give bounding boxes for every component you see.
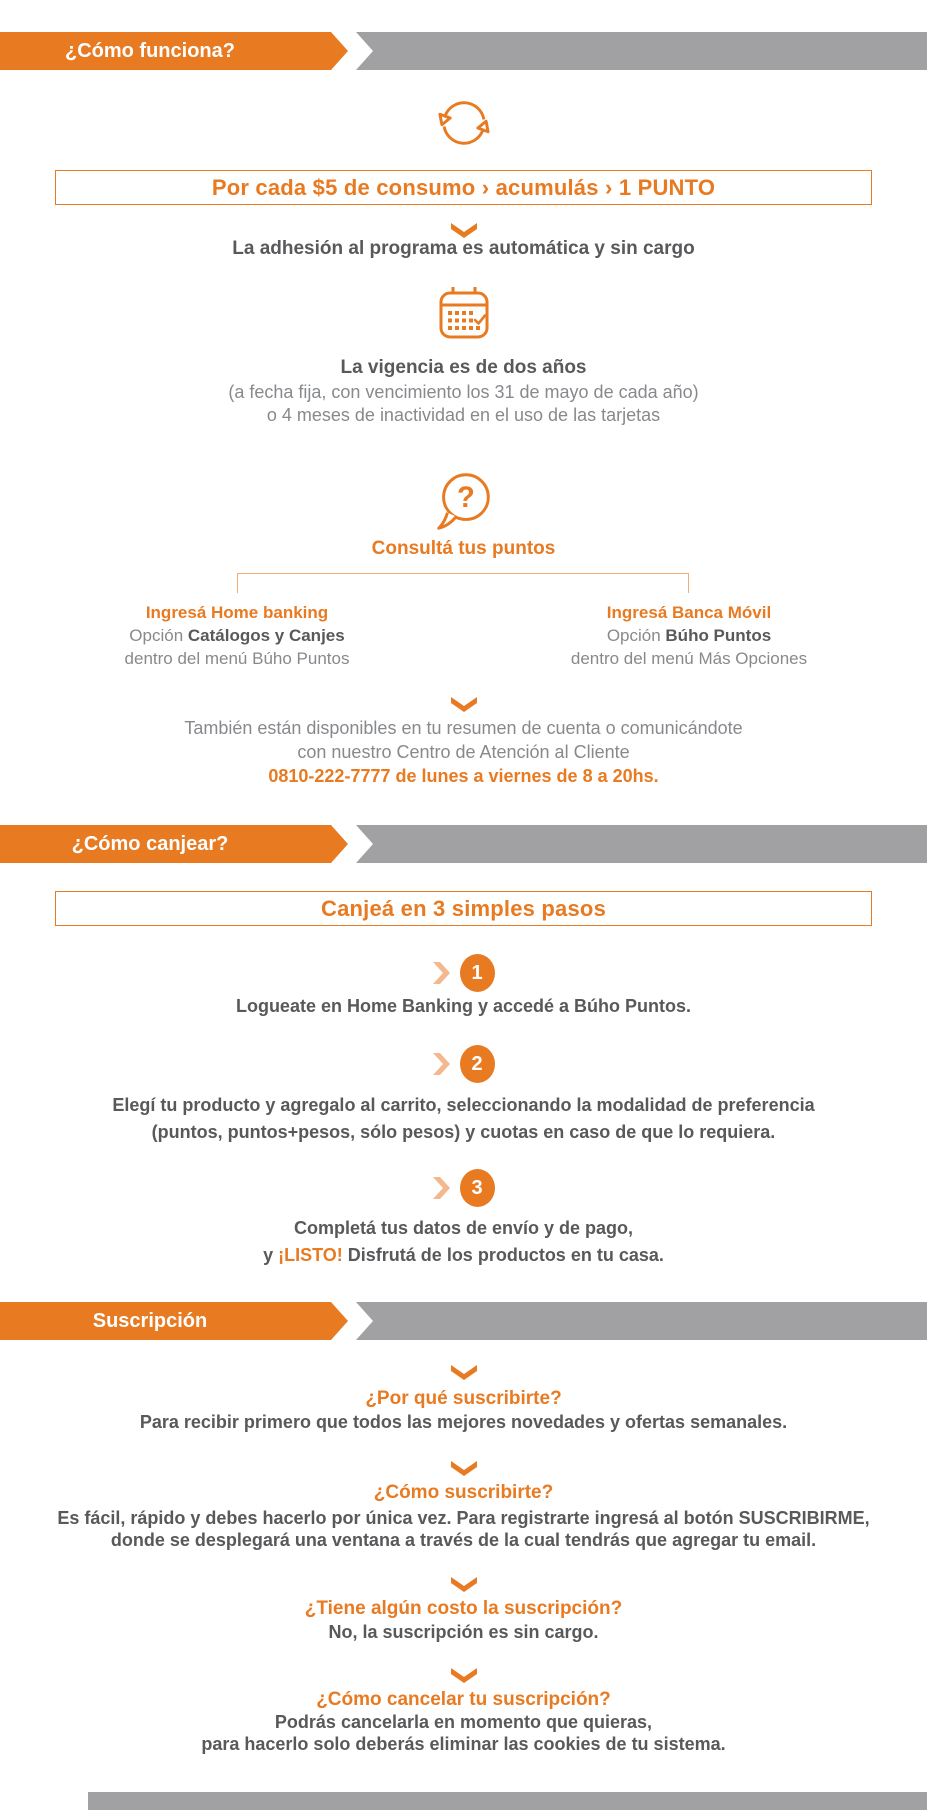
faq-answer: Para recibir primero que todos las mejores novedades y ofertas semanales. — [139, 1412, 788, 1432]
step-3-text — [0, 1215, 927, 1269]
channel-title: Ingresá Banca Móvil — [606, 603, 772, 622]
step-number-badge: 2 — [460, 1045, 495, 1083]
calendar-icon — [0, 282, 927, 346]
also-available-text — [0, 716, 927, 788]
points-rule-box — [55, 170, 872, 205]
channel-option — [489, 624, 889, 647]
section-title: ¿Cómo canjear? — [71, 833, 229, 855]
step-2-line2: (puntos, puntos+pesos, sólo pesos) y cuotas en caso de que lo requiera. — [151, 1122, 776, 1142]
consult-title: Consultá tus puntos — [371, 538, 556, 559]
step-3-line2-prefix: y — [263, 1245, 279, 1265]
section-title: ¿Cómo funciona? — [65, 40, 235, 62]
channel-option — [37, 624, 437, 647]
faq-answer-line1: Es fácil, rápido y debes hacerlo por única vez. Para registrarte ingresá al botón SUSCRIBIRME, — [57, 1508, 870, 1528]
step-marker-3 — [0, 1169, 927, 1207]
chevron-down-icon — [0, 1577, 927, 1592]
chevron-right-icon — [433, 1177, 450, 1199]
faq-question: ¿Cómo suscribirte? — [373, 1482, 554, 1503]
section-banner-como-canjear — [0, 825, 927, 863]
option-bold: Búho Puntos — [665, 626, 772, 645]
step-number-badge: 1 — [460, 954, 495, 992]
channel-home-banking — [37, 601, 437, 670]
chevron-down-icon — [0, 1461, 927, 1476]
option-prefix: Opción — [129, 626, 188, 645]
also-line2: con nuestro Centro de Atención al Cliente — [297, 742, 630, 762]
also-line1: También están disponibles en tu resumen de cuenta o comunicándote — [184, 718, 743, 738]
question-bubble-icon — [0, 466, 927, 536]
banner-gray-segment — [356, 32, 927, 70]
faq-question: ¿Tiene algún costo la suscripción? — [304, 1598, 623, 1619]
step-1-text: Logueate en Home Banking y accedé a Búho Puntos. — [235, 996, 692, 1016]
bottom-gray-bar — [88, 1792, 927, 1810]
svg-text:?: ? — [456, 481, 475, 514]
validity-title: La vigencia es de dos años — [340, 357, 587, 378]
step-2-text — [0, 1092, 927, 1146]
chevron-down-icon — [0, 1365, 927, 1380]
faq-answer-line2: donde se desplegará una ventana a través de la cual tendrás que agregar tu email. — [110, 1530, 817, 1550]
section-banner-suscripcion — [0, 1302, 927, 1340]
channel-menu: dentro del menú Más Opciones — [570, 649, 808, 668]
step-marker-2 — [0, 1045, 927, 1083]
redeem-steps-text: Canjeá en 3 simples pasos — [320, 895, 607, 921]
adhesion-text: La adhesión al programa es automática y sin cargo — [232, 238, 695, 259]
faq-answer — [0, 1711, 927, 1755]
connector-bracket — [237, 573, 689, 593]
option-prefix: Opción — [606, 626, 666, 645]
section-title: Suscripción — [92, 1310, 208, 1332]
validity-line1: (a fecha fija, con vencimiento los 31 de mayo de cada año) — [228, 382, 699, 402]
faq-question: ¿Por qué suscribirte? — [365, 1388, 562, 1409]
banner-gray-segment — [356, 1302, 927, 1340]
channel-title: Ingresá Home banking — [145, 603, 329, 622]
option-bold: Catálogos y Canjes — [187, 626, 345, 645]
chevron-right-icon — [433, 1053, 450, 1075]
section-banner-como-funciona — [0, 32, 927, 70]
chevron-down-icon — [0, 1668, 927, 1683]
faq-answer-line1: Podrás cancelarla en momento que quieras, — [274, 1712, 653, 1732]
faq-answer-line2: para hacerlo solo deberás eliminar las cookies de tu sistema. — [201, 1734, 726, 1754]
channel-banca-movil — [489, 601, 889, 670]
redeem-steps-box — [55, 891, 872, 926]
channel-menu: dentro del menú Búho Puntos — [124, 649, 350, 668]
refresh-icon — [0, 90, 927, 156]
step-3-line2-suffix: Disfrutá de los productos en tu casa. — [342, 1245, 664, 1265]
validity-line2: o 4 meses de inactividad en el uso de las tarjetas — [266, 405, 661, 425]
faq-answer — [0, 1507, 927, 1551]
banner-gray-segment — [356, 825, 927, 863]
step-marker-1 — [0, 954, 927, 992]
faq-question: ¿Cómo cancelar tu suscripción? — [316, 1689, 611, 1710]
phone-line: 0810-222-7777 de lunes a viernes de 8 a 20hs. — [268, 766, 659, 786]
listo-highlight: ¡LISTO! — [278, 1245, 343, 1265]
step-3-line1: Completá tus datos de envío y de pago, — [293, 1218, 634, 1238]
step-3-line2 — [0, 1242, 927, 1269]
chevron-down-icon — [0, 697, 927, 712]
faq-answer: No, la suscripción es sin cargo. — [328, 1622, 599, 1642]
step-number-badge: 3 — [460, 1169, 495, 1207]
chevron-right-icon — [433, 962, 450, 984]
points-rule-text: Por cada $5 de consumo › acumulás › 1 PUNTO — [211, 174, 716, 200]
step-2-line1: Elegí tu producto y agregalo al carrito, seleccionando la modalidad de preferencia — [112, 1095, 815, 1115]
chevron-down-icon — [0, 223, 927, 238]
